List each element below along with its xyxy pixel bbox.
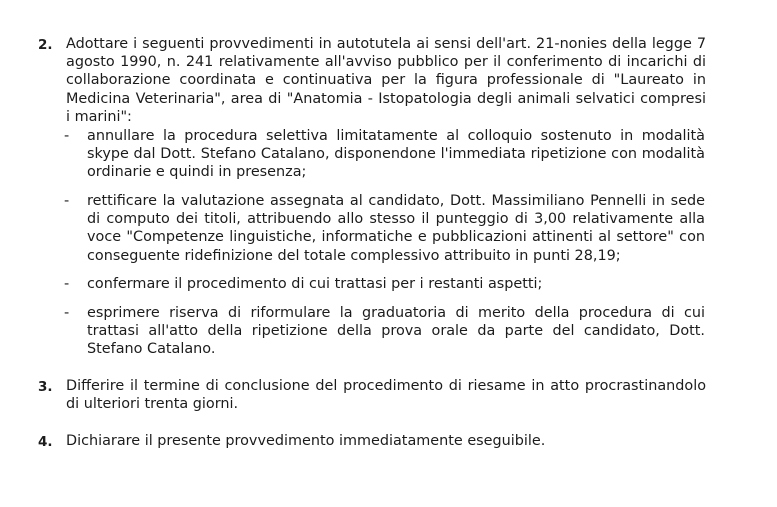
bullet-text: confermare il procedimento di cui trattasi per i restanti aspetti; [87,276,543,292]
bullet-dash: - [64,305,70,321]
bullet-dash: - [64,128,70,144]
bullet-text: rettificare la valutazione assegnata al candidato, Dott. Massimiliano Pennelli in sede di computo dei titoli, attribuendo allo stesso il punteggio di 3,00 relativamente alla voce "Competenze linguistiche, informatiche e pubblicazioni attinenti al settore" con conseguente ridefinizione del totale complessivo attribuito in punti 28,19; [87,193,705,264]
item-text: Adottare i seguenti provvedimenti in autotutela ai sensi dell'art. 21-nonies della legge 7 agosto 1990, n. 241 relativamente all'avviso pubblico per il conferimento di incarichi di collaborazione coordinata e continuativa per la figura professionale di "Laureato in Medicina Veterinaria", area di "Anatomia - Istopatologia degli animali selvatici compresi i marini": [66,36,706,125]
item-number: 2. [38,37,53,53]
item-text: Differire il termine di conclusione del procedimento di riesame in atto procrastinandolo di ulteriori trenta giorni. [66,378,706,413]
bullet-dash: - [64,276,70,292]
item-text: Dichiarare il presente provvedimento immediatamente eseguibile. [66,433,546,449]
item-number: 4. [38,434,53,450]
item-number: 3. [38,379,53,395]
bullet-text: esprimere riserva di riformulare la graduatoria di merito della procedura di cui trattasi all'atto della ripetizione della prova orale da parte del candidato, Dott. Stefano Catalano. [87,305,705,358]
bullet-dash: - [64,193,70,209]
bullet-text: annullare la procedura selettiva limitatamente al colloquio sostenuto in modalità skype dal Dott. Stefano Catalano, disponendone l'immediata ripetizione con modalità ordinarie e quindi in presenza; [87,128,705,181]
